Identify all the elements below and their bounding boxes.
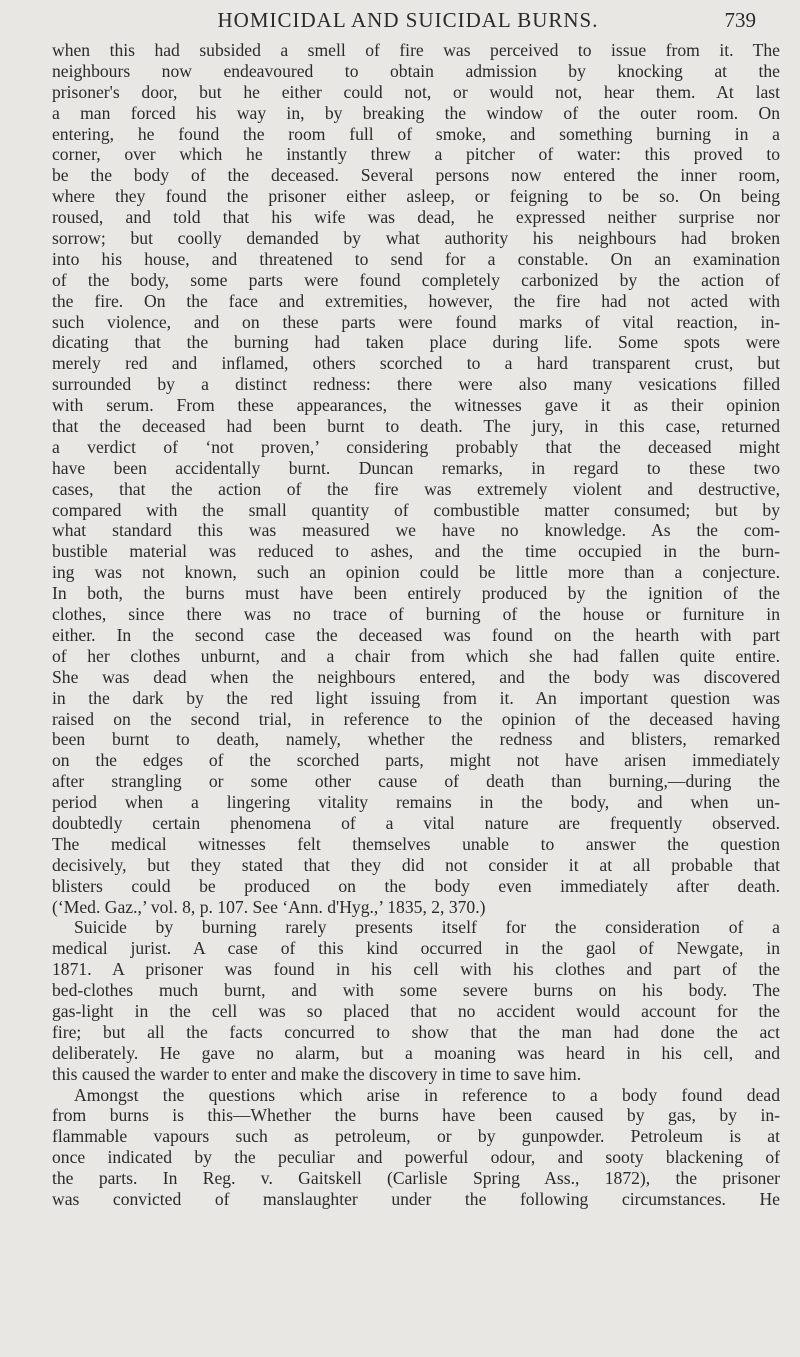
text-line: into his house, and threatened to send for a constable. On an examination (52, 248, 780, 269)
text-line: Amongst the questions which arise in reference to a body found dead (74, 1084, 780, 1105)
running-head (56, 8, 760, 38)
text-line: have been accidentally burnt. Duncan remarks, in regard to these two (52, 457, 780, 478)
text-line: roused, and told that his wife was dead, he expressed neither surprise nor (52, 207, 780, 228)
text-line: with serum. From these appearances, the witnesses gave it as their opinion (52, 395, 780, 416)
text-line: decisively, but they stated that they did not consider it at all probable that (52, 854, 780, 875)
text-line: of her clothes unburnt, and a chair from which she had fallen quite entire. (52, 645, 780, 666)
text-line: She was dead when the neighbours entered, and the body was discovered (52, 666, 780, 687)
text-line: period when a lingering vitality remains in the body, and when un- (52, 792, 780, 813)
text-line: prisoner's door, but he either could not, or would not, hear them. At last (52, 81, 780, 102)
text-line: of the body, some parts were found completely carbonized by the action of (52, 269, 780, 290)
text-line: after strangling or some other cause of death than burning,—during the (52, 771, 780, 792)
text-line: neighbours now endeavoured to obtain admission by knocking at the (52, 60, 780, 81)
text-line: what standard this was measured we have no knowledge. As the com- (52, 520, 780, 541)
text-line: be the body of the deceased. Several persons now entered the inner room, (52, 165, 780, 186)
text-line: in the dark by the red light issuing from it. An important question was (52, 687, 780, 708)
text-line: such violence, and on these parts were found marks of vital reaction, in- (52, 311, 780, 332)
text-line: clothes, since there was no trace of burning of the house or furniture in (52, 604, 780, 625)
running-title: HOMICIDAL AND SUICIDAL BURNS. (217, 8, 599, 32)
text-line: bed-clothes much burnt, and with some severe burns on his body. The (52, 980, 780, 1001)
text-line: been burnt to death, namely, whether the redness and blisters, remarked (52, 729, 780, 750)
text-line: entering, he found the room full of smoke, and something burning in a (52, 123, 780, 144)
text-line: surrounded by a distinct redness: there were also many vesications filled (52, 374, 780, 395)
text-line: a verdict of ‘not proven,’ considering probably that the deceased might (52, 436, 780, 457)
text-line: either. In the second case the deceased was found on the hearth with part (52, 624, 780, 645)
text-line: dicating that the burning had taken place during life. Some spots were (52, 332, 780, 353)
text-line: when this had subsided a smell of fire was perceived to issue from it. The (52, 40, 780, 60)
text-line: this caused the warder to enter and make the discovery in time to save him. (52, 1063, 582, 1084)
text-line: flammable vapours such as petroleum, or by gunpowder. Petroleum is at (52, 1126, 780, 1147)
text-line: a man forced his way in, by breaking the window of the outer room. On (52, 102, 780, 123)
text-line: from burns is this—Whether the burns have been caused by gas, by in- (52, 1105, 780, 1126)
text-line: the parts. In Reg. v. Gaitskell (Carlisle Spring Ass., 1872), the prisoner (52, 1168, 780, 1189)
text-line: In both, the burns must have been entirely produced by the ignition of the (52, 583, 780, 604)
text-line: was convicted of manslaughter under the following circumstances. He (52, 1188, 780, 1209)
text-line: merely red and inflamed, others scorched to a hard transparent crust, but (52, 353, 780, 374)
text-line: ing was not known, such an opinion could be little more than a conjecture. (52, 562, 780, 583)
text-line: sorrow; but coolly demanded by what authority his neighbours had broken (52, 228, 780, 249)
text-line: (‘Med. Gaz.,’ vol. 8, p. 107. See ‘Ann. d'Hyg.,’ 1835, 2, 370.) (52, 896, 486, 917)
text-line: that the deceased had been burnt to death. The jury, in this case, returned (52, 416, 780, 437)
text-line: The medical witnesses felt themselves unable to answer the question (52, 833, 780, 854)
text-line: the fire. On the face and extremities, however, the fire had not acted with (52, 290, 780, 311)
text-line: deliberately. He gave no alarm, but a moaning was heard in his cell, and (52, 1042, 780, 1063)
text-line: once indicated by the peculiar and powerful odour, and sooty blackening of (52, 1147, 780, 1168)
page-number: 739 (724, 8, 756, 32)
text-line: fire; but all the facts concurred to show that the man had done the act (52, 1021, 780, 1042)
text-line: gas-light in the cell was so placed that no accident would account for the (52, 1000, 780, 1021)
text-line: where they found the prisoner either asleep, or feigning to be so. On being (52, 186, 780, 207)
text-line: blisters could be produced on the body even immediately after death. (52, 875, 780, 896)
text-line: bustible material was reduced to ashes, and the time occupied in the burn- (52, 541, 780, 562)
text-line: cases, that the action of the fire was extremely violent and destructive, (52, 478, 780, 499)
text-line: medical jurist. A case of this kind occurred in the gaol of Newgate, in (52, 938, 780, 959)
text-line: compared with the small quantity of combustible matter consumed; but by (52, 499, 780, 520)
text-line: 1871. A prisoner was found in his cell with his clothes and part of the (52, 959, 780, 980)
text-line: corner, over which he instantly threw a pitcher of water: this proved to (52, 144, 780, 165)
text-line: Suicide by burning rarely presents itself for the consideration of a (74, 917, 780, 938)
text-line: doubtedly certain phenomena of a vital nature are frequently observed. (52, 812, 780, 833)
text-line: raised on the second trial, in reference to the opinion of the deceased having (52, 708, 780, 729)
body-text (52, 40, 780, 1210)
text-line: on the edges of the scorched parts, might not have arisen immediately (52, 750, 780, 771)
